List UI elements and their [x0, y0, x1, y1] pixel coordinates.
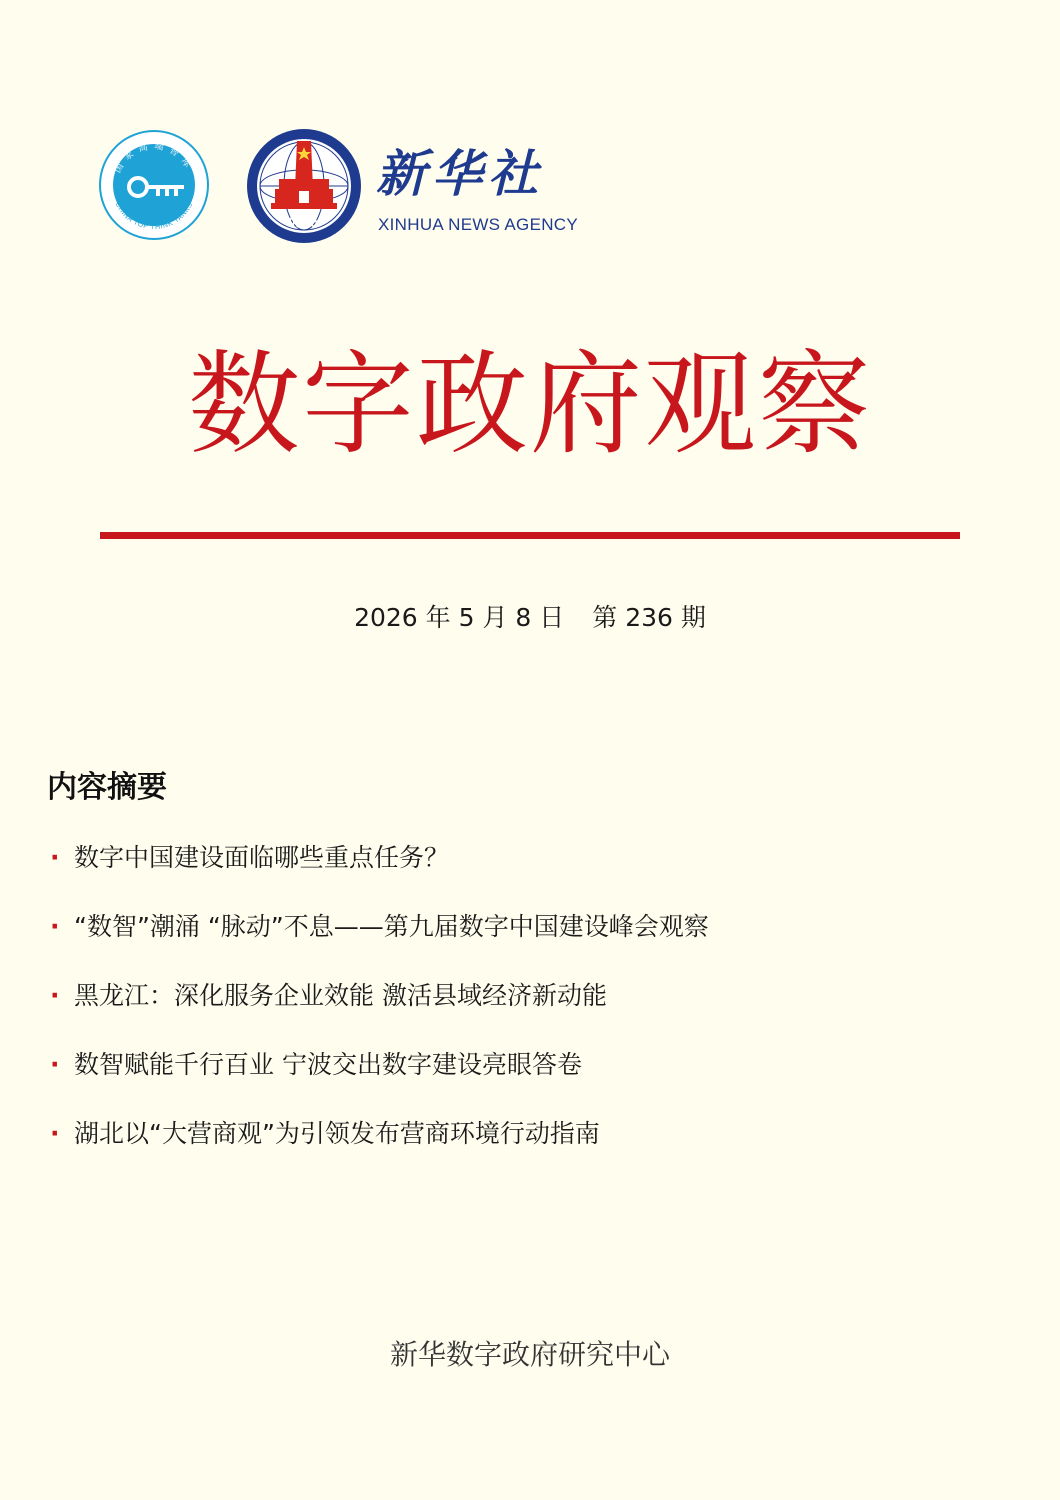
summary-item-text: 黑龙江：深化服务企业效能 激活县域经济新动能: [74, 981, 607, 1010]
xinhua-wordmark-en: XINHUA NEWS AGENCY: [378, 215, 578, 234]
masthead-logos: [98, 125, 598, 250]
xinhua-emblem-text: XINHUA: [277, 211, 331, 232]
thinktank-en-text: CHINA TOP THINK TANKS: [113, 201, 195, 232]
xinhua-wordmark-cn: 新华社: [376, 144, 544, 203]
summary-item-text: 湖北以“大营商观”为引领发布营商环境行动指南: [74, 1119, 600, 1148]
summary-item-text: “数智”潮涌 “脉动”不息——第九届数字中国建设峰会观察: [74, 912, 709, 941]
summary-item-text: 数字中国建设面临哪些重点任务？: [74, 843, 450, 872]
thinktank-cn-text: 国家高端智库: [113, 141, 195, 175]
bullet-icon: ·: [50, 912, 60, 941]
bullet-icon: ·: [50, 1119, 60, 1148]
bullet-icon: ·: [50, 843, 60, 872]
china-top-think-tanks-logo: [98, 129, 210, 241]
bullet-icon: ·: [50, 981, 60, 1010]
bullet-icon: ·: [50, 1050, 60, 1079]
summary-list: [50, 840, 709, 1185]
xinhua-emblem-icon: [245, 127, 363, 245]
issue-number: 第 236 期: [592, 603, 706, 632]
summary-item: [50, 840, 709, 909]
summary-item: [50, 978, 709, 1047]
summary-item: [50, 909, 709, 978]
page-title: 数字政府观察: [188, 340, 872, 470]
issue-info: [0, 601, 1060, 635]
footer-organization: 新华数字政府研究中心: [389, 1338, 670, 1371]
summary-item-text: 数智赋能千行百业 宁波交出数字建设亮眼答卷: [74, 1050, 582, 1079]
issue-date: 2026 年 5 月 8 日: [354, 603, 565, 632]
summary-item: [50, 1116, 709, 1185]
summary-heading: 内容摘要: [47, 770, 167, 805]
title-divider: [100, 532, 960, 539]
summary-item: [50, 1047, 709, 1116]
